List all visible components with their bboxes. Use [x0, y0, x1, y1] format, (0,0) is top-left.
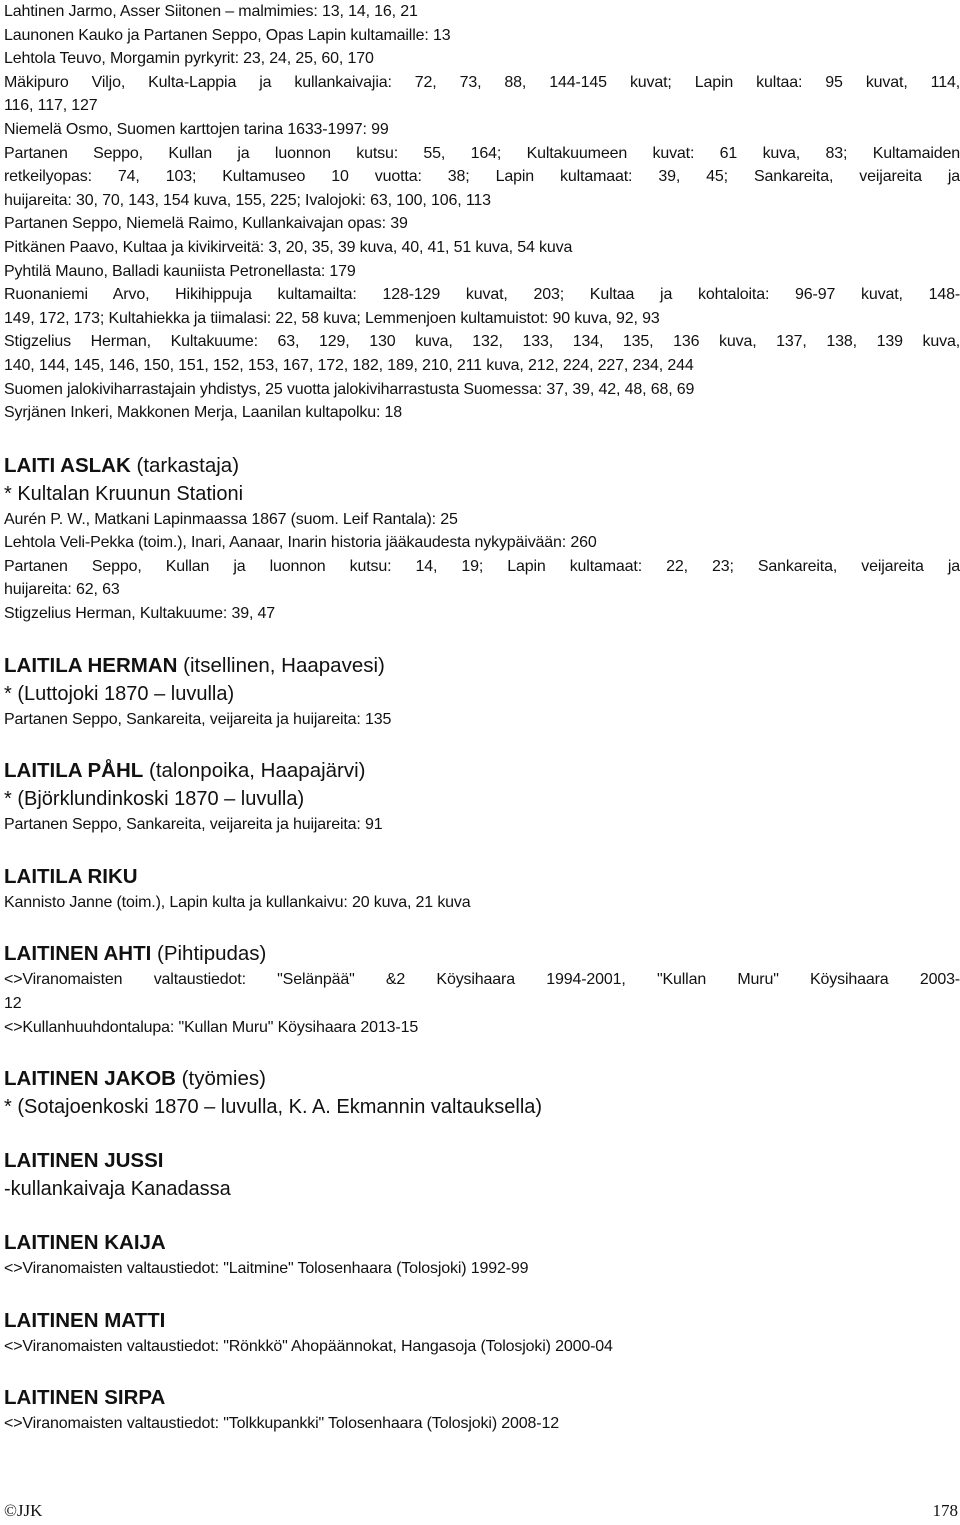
entry-heading	[4, 757, 960, 785]
reference-line: retkeilyopas: 74, 103; Kultamuseo 10 vuotta: 38; Lapin kultamaat: 39, 45; Sankareita, veijareita ja	[4, 168, 960, 186]
entry-name: LAITINEN KAIJA	[4, 1231, 166, 1255]
section-gap	[4, 626, 960, 652]
reference-line: Partanen Seppo, Sankareita, veijareita ja huijareita: 135	[4, 710, 392, 728]
entry-name: LAITILA RIKU	[4, 864, 138, 888]
reference-line: Stigzelius Herman, Kultakuume: 63, 129, 130 kuva, 132, 133, 134, 135, 136 kuva, 137, 138, 139 kuva,	[4, 333, 960, 351]
reference-list	[4, 0, 960, 425]
entry-description: (työmies)	[175, 1067, 266, 1091]
reference-line: <>Viranomaisten valtaustiedot: "Selänpää" &2 Köysihaara 1994-2001, "Kullan Muru" Köysihaara 2003-	[4, 971, 960, 989]
entry-heading	[4, 1065, 960, 1093]
entry-heading	[4, 940, 960, 968]
reference-line: huijareita: 30, 70, 143, 154 kuva, 155, 225; Ivalojoki: 63, 100, 106, 113	[4, 191, 491, 209]
entry-description: (Pihtipudas)	[151, 942, 267, 966]
reference-line: Syrjänen Inkeri, Makkonen Merja, Laanilan kultapolku: 18	[4, 404, 403, 422]
reference-line: Launonen Kauko ja Partanen Seppo, Opas Lapin kultamaille: 13	[4, 26, 451, 44]
entry-name: LAITINEN MATTI	[4, 1308, 166, 1332]
document-page	[4, 0, 960, 1436]
entry-heading	[4, 1307, 960, 1335]
reference-line: <>Viranomaisten valtaustiedot: "Rönkkö" Ahopäännokat, Hangasoja (Tolosjoki) 2000-04	[4, 1337, 613, 1355]
section-gap	[4, 425, 960, 452]
entry-laiti-aslak	[4, 452, 960, 626]
entry-name: LAITINEN JAKOB	[4, 1067, 176, 1091]
section-gap	[4, 914, 960, 940]
entry-heading	[4, 1229, 960, 1257]
reference-line: Lehtola Teuvo, Morgamin pyrkyrit: 23, 24, 25, 60, 170	[4, 50, 374, 68]
section-gap	[4, 837, 960, 863]
entry-description: (talonpoika, Haapajärvi)	[143, 759, 366, 783]
entry-laitinen-matti	[4, 1307, 960, 1359]
entry-note: * Kultalan Kruunun Stationi	[4, 482, 244, 505]
entry-note: * (Luttojoki 1870 – luvulla)	[4, 682, 235, 705]
entry-laitinen-jakob	[4, 1065, 960, 1121]
entry-laitila-pahl	[4, 757, 960, 837]
reference-line: Mäkipuro Viljo, Kulta-Lappia ja kullankaivajia: 72, 73, 88, 144-145 kuvat; Lapin kultaa: 95 kuvat, 114,	[4, 73, 960, 91]
reference-line: Kannisto Janne (toim.), Lapin kulta ja kullankaivu: 20 kuva, 21 kuva	[4, 893, 471, 911]
entry-laitila-riku	[4, 863, 960, 915]
section-gap	[4, 1358, 960, 1384]
entry-description: (tarkastaja)	[130, 453, 240, 477]
section-gap	[4, 731, 960, 757]
reference-line: Aurén P. W., Matkani Lapinmaassa 1867 (suom. Leif Rantala): 25	[4, 510, 458, 528]
entry-name: LAITINEN SIRPA	[4, 1386, 166, 1410]
reference-line: 140, 144, 145, 146, 150, 151, 152, 153, 167, 172, 182, 189, 210, 211 kuva, 212, 224, 227, 234, 244	[4, 356, 694, 374]
reference-line: Partanen Seppo, Kullan ja luonnon kutsu: 14, 19; Lapin kultamaat: 22, 23; Sankareita, veijareita ja	[4, 557, 960, 575]
entry-heading	[4, 863, 960, 891]
reference-line: Niemelä Osmo, Suomen karttojen tarina 1633-1997: 99	[4, 120, 389, 138]
footer-copyright: ©JJK	[4, 1501, 43, 1520]
entry-heading	[4, 652, 960, 680]
entry-note: -kullankaivaja Kanadassa	[4, 1178, 231, 1201]
reference-line: 116, 117, 127	[4, 97, 98, 115]
reference-line: Partanen Seppo, Sankareita, veijareita ja huijareita: 91	[4, 816, 383, 834]
section-gap	[4, 1203, 960, 1229]
section-gap	[4, 1281, 960, 1307]
reference-line: Ruonaniemi Arvo, Hikihippuja kultamailta: 128-129 kuvat, 203; Kultaa ja kohtaloita: 96-97 kuvat, 148-	[4, 286, 960, 304]
entry-heading	[4, 452, 960, 480]
page-number: 178	[932, 1501, 958, 1520]
entry-laitila-herman	[4, 652, 960, 732]
reference-line: Lahtinen Jarmo, Asser Siitonen – malmimies: 13, 14, 16, 21	[4, 3, 418, 20]
entry-heading	[4, 1384, 960, 1412]
reference-line: Stigzelius Herman, Kultakuume: 39, 47	[4, 605, 276, 623]
reference-line: <>Kullanhuuhdontalupa: "Kullan Muru" Köysihaara 2013-15	[4, 1018, 419, 1036]
reference-line: <>Viranomaisten valtaustiedot: "Tolkkupankki" Tolosenhaara (Tolosjoki) 2008-12	[4, 1415, 559, 1433]
section-gap	[4, 1039, 960, 1065]
reference-line: Pitkänen Paavo, Kultaa ja kivikirveitä: 3, 20, 35, 39 kuva, 40, 41, 51 kuva, 54 kuva	[4, 238, 573, 256]
entry-name: LAITINEN AHTI	[4, 942, 152, 966]
entry-laitinen-jussi	[4, 1147, 960, 1203]
entry-note: * (Björklundinkoski 1870 – luvulla)	[4, 788, 305, 811]
entry-name: LAITILA HERMAN	[4, 653, 178, 677]
reference-line: Suomen jalokiviharrastajain yhdistys, 25 vuotta jalokiviharrastusta Suomessa: 37, 39, 42, 48, 68, 69	[4, 380, 695, 398]
entry-laitinen-ahti	[4, 940, 960, 1039]
reference-line: Partanen Seppo, Niemelä Raimo, Kullankaivajan opas: 39	[4, 215, 408, 233]
reference-line: huijareita: 62, 63	[4, 581, 120, 599]
section-gap	[4, 1121, 960, 1147]
entry-name: LAITI ASLAK	[4, 453, 131, 477]
entry-laitinen-kaija	[4, 1229, 960, 1281]
entry-description: (itsellinen, Haapavesi)	[177, 653, 385, 677]
reference-line: Pyhtilä Mauno, Balladi kauniista Petronellasta: 179	[4, 262, 356, 280]
entry-note: * (Sotajoenkoski 1870 – luvulla, K. A. Ekmannin valtauksella)	[4, 1096, 543, 1119]
reference-line: <>Viranomaisten valtaustiedot: "Laitmine" Tolosenhaara (Tolosjoki) 1992-99	[4, 1260, 529, 1278]
entry-name: LAITINEN JUSSI	[4, 1149, 164, 1173]
reference-line: 149, 172, 173; Kultahiekka ja tiimalasi: 22, 58 kuva; Lemmenjoen kultamuistot: 90 kuva, 92, 93	[4, 309, 660, 327]
reference-line: 12	[4, 995, 22, 1013]
reference-line: Partanen Seppo, Kullan ja luonnon kutsu: 55, 164; Kultakuumeen kuvat: 61 kuva, 83; Kultamaiden	[4, 144, 960, 162]
entry-name: LAITILA PÅHL	[4, 759, 144, 783]
entry-laitinen-sirpa	[4, 1384, 960, 1436]
reference-line: Lehtola Veli-Pekka (toim.), Inari, Aanaar, Inarin historia jääkaudesta nykypäivään: 260	[4, 534, 597, 552]
entry-heading	[4, 1147, 960, 1175]
